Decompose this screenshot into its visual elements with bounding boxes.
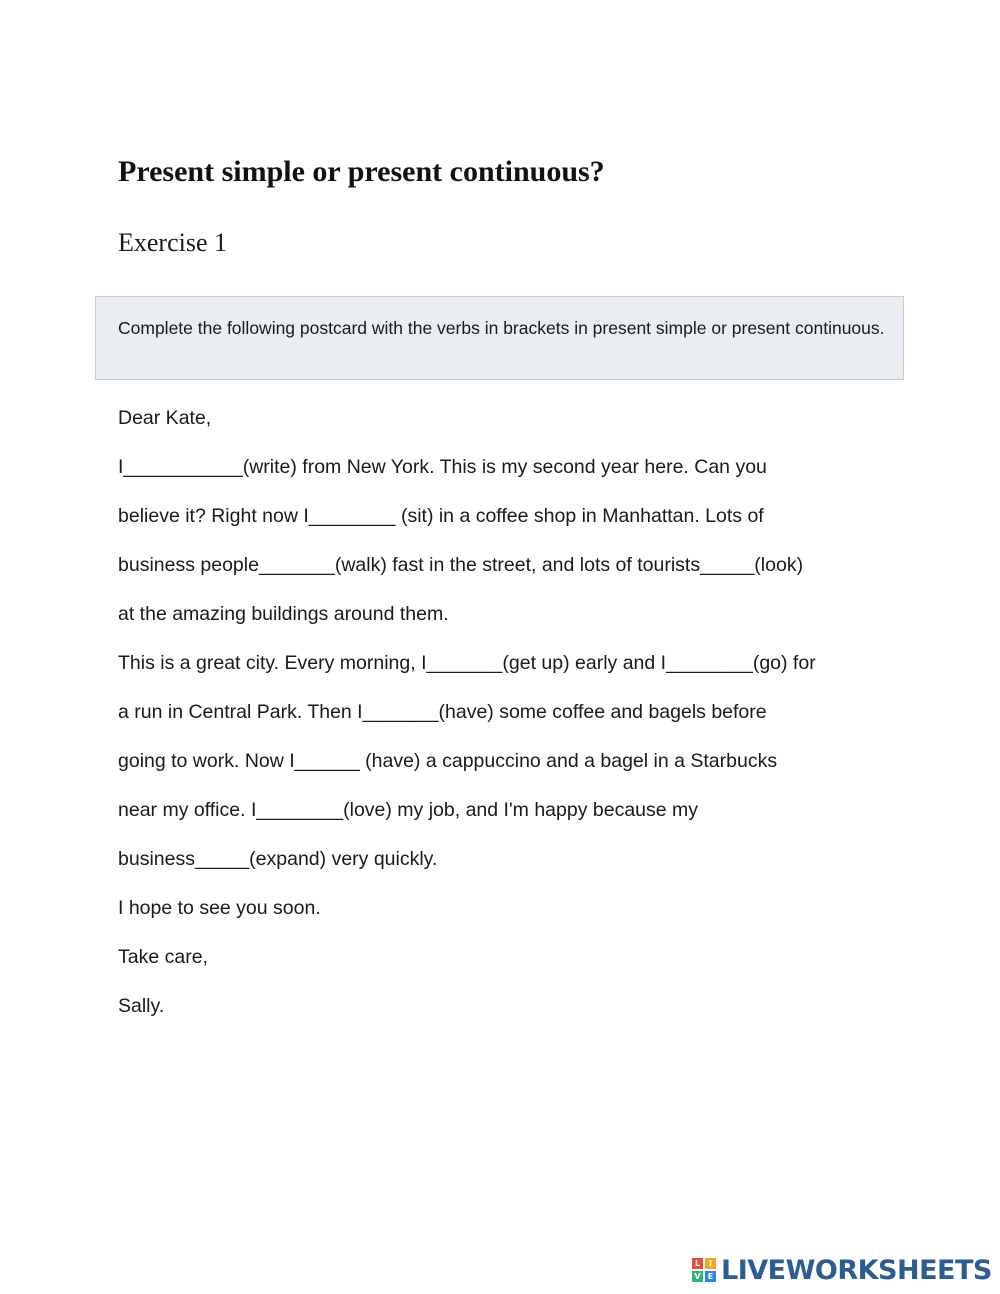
letter-line: business people_______(walk) fast in the street, and lots of tourists_____(look) xyxy=(118,554,804,576)
logo-text: LIVEWORKSHEETS xyxy=(721,1254,992,1286)
letter-greeting: Dear Kate, xyxy=(118,407,212,429)
letter-line: I___________(write) from New York. This is my second year here. Can you xyxy=(118,456,767,478)
logo-mark-icon xyxy=(692,1258,716,1282)
letter-line: believe it? Right now I________ (sit) in a coffee shop in Manhattan. Lots of xyxy=(118,505,764,527)
letter-line: business_____(expand) very quickly. xyxy=(118,848,438,870)
logo-mark-tile: V xyxy=(692,1271,703,1282)
instruction-text: Complete the following postcard with the verbs in brackets in present simple or present continuous. xyxy=(118,318,885,338)
logo-mark-tile: I xyxy=(705,1258,716,1269)
page-title: Present simple or present continuous? xyxy=(118,155,605,188)
letter-closing-line: I hope to see you soon. xyxy=(118,897,321,919)
letter-line: This is a great city. Every morning, I_______(get up) early and I________(go) for xyxy=(118,652,816,674)
letter-line: a run in Central Park. Then I_______(have) some coffee and bagels before xyxy=(118,701,767,723)
liveworksheets-logo xyxy=(692,1253,992,1287)
letter-signoff: Take care, xyxy=(118,946,208,968)
letter-signature: Sally. xyxy=(118,995,165,1017)
logo-mark-tile: L xyxy=(692,1258,703,1269)
instruction-box xyxy=(95,296,904,380)
letter-line: near my office. I________(love) my job, and I'm happy because my xyxy=(118,799,699,821)
exercise-subtitle: Exercise 1 xyxy=(118,228,228,257)
letter-line: at the amazing buildings around them. xyxy=(118,603,449,625)
letter-line: going to work. Now I______ (have) a cappuccino and a bagel in a Starbucks xyxy=(118,750,778,772)
logo-mark-tile: E xyxy=(705,1271,716,1282)
